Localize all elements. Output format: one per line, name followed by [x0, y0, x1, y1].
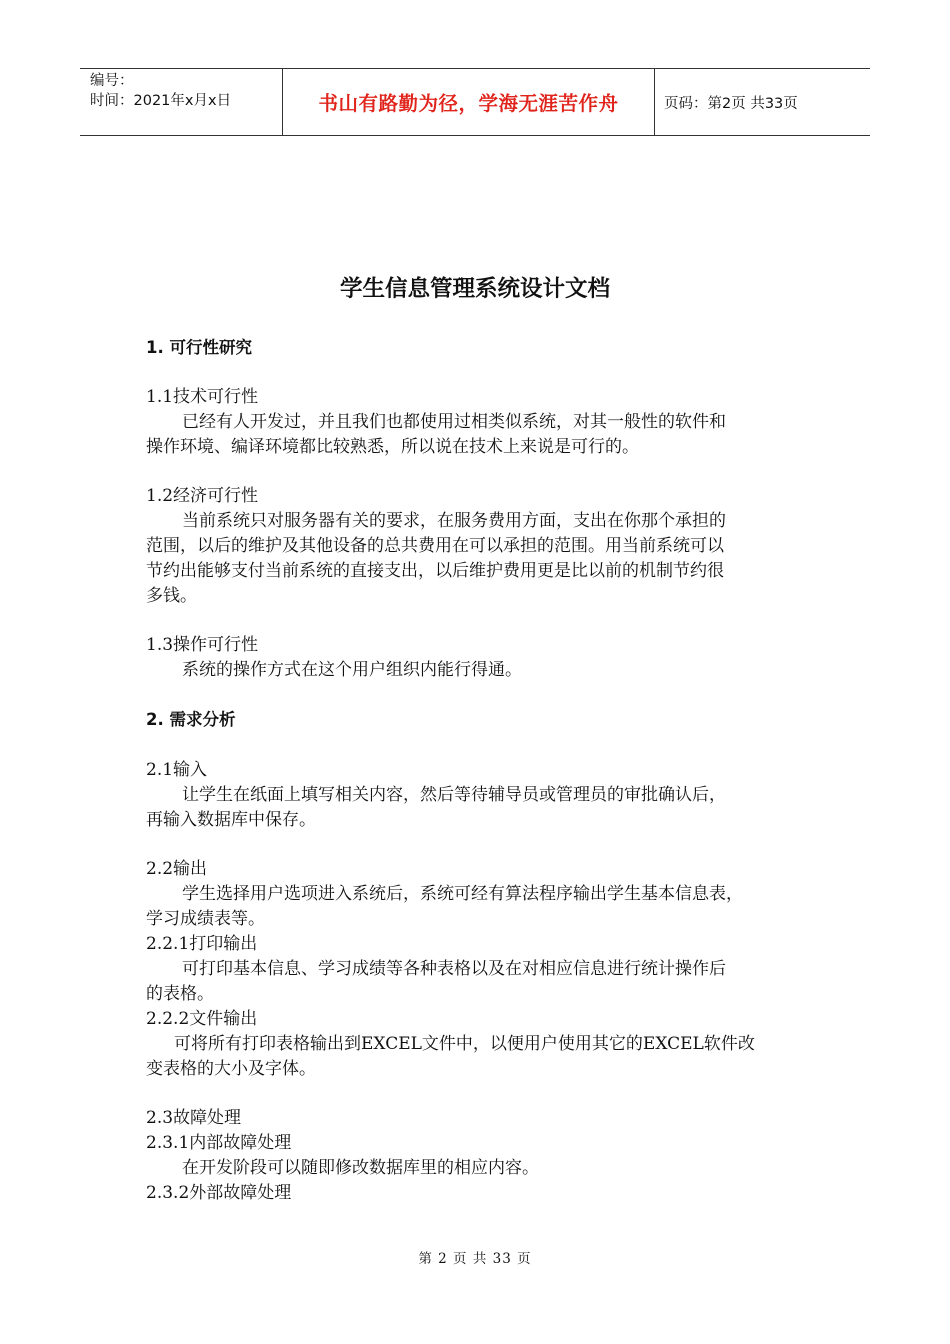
subsection-heading: 2.3.1内部故障处理 [146, 1133, 292, 1153]
subsection-heading: 1.3操作可行性 [146, 635, 259, 655]
page-footer: 第 2 页 共 33 页 [418, 1251, 532, 1267]
subsection-heading: 2.2输出 [146, 859, 208, 879]
paragraph-line: 学习成绩表等。 [146, 909, 265, 929]
paragraph-line: 的表格。 [146, 984, 214, 1004]
paragraph-line: 多钱。 [146, 586, 197, 606]
paragraph-line: 系统的操作方式在这个用户组织内能行得通。 [182, 660, 522, 680]
paragraph-line: 当前系统只对服务器有关的要求，在服务费用方面，支出在你那个承担的 [182, 511, 726, 531]
subsection-heading: 2.2.2文件输出 [146, 1009, 258, 1029]
document-time-label: 时间：2021年x月x日 [90, 93, 232, 109]
paragraph-line: 变表格的大小及字体。 [146, 1059, 316, 1079]
header-meta-cell [80, 69, 282, 135]
header-page-info: 页码：第2页 共33页 [664, 95, 798, 112]
header-motto: 书山有路勤为径，学海无涯苦作舟 [282, 69, 655, 135]
paragraph-line: 节约出能够支付当前系统的直接支出，以后维护费用更是比以前的机制节约很 [146, 561, 724, 581]
subsection-heading: 1.1技术可行性 [146, 387, 259, 407]
paragraph-line: 范围，以后的维护及其他设备的总共费用在可以承担的范围。用当前系统可以 [146, 536, 724, 556]
section-heading-feasibility: 1. 可行性研究 [146, 338, 252, 357]
paragraph-line: 可将所有打印表格输出到EXCEL文件中，以便用户使用其它的EXCEL软件改 [174, 1034, 755, 1054]
subsection-heading: 2.2.1打印输出 [146, 934, 258, 954]
subsection-heading: 2.1输入 [146, 760, 208, 780]
paragraph-line: 让学生在纸面上填写相关内容，然后等待辅导员或管理员的审批确认后， [182, 785, 726, 805]
paragraph-line: 再输入数据库中保存。 [146, 810, 316, 830]
paragraph-line: 在开发阶段可以随即修改数据库里的相应内容。 [182, 1158, 539, 1178]
section-heading-requirements: 2. 需求分析 [146, 710, 236, 729]
document-number-label: 编号： [90, 73, 134, 89]
paragraph-line: 学生选择用户选项进入系统后，系统可经有算法程序输出学生基本信息表， [182, 884, 743, 904]
subsection-heading: 2.3.2外部故障处理 [146, 1183, 292, 1203]
document-title: 学生信息管理系统设计文档 [339, 276, 610, 302]
subsection-heading: 1.2经济可行性 [146, 486, 259, 506]
header-table [80, 68, 870, 136]
paragraph-line: 已经有人开发过，并且我们也都使用过相类似系统，对其一般性的软件和 [182, 412, 726, 432]
subsection-heading: 2.3故障处理 [146, 1108, 242, 1128]
paragraph-line: 可打印基本信息、学习成绩等各种表格以及在对相应信息进行统计操作后 [182, 959, 726, 979]
paragraph-line: 操作环境、编译环境都比较熟悉，所以说在技术上来说是可行的。 [146, 437, 639, 457]
